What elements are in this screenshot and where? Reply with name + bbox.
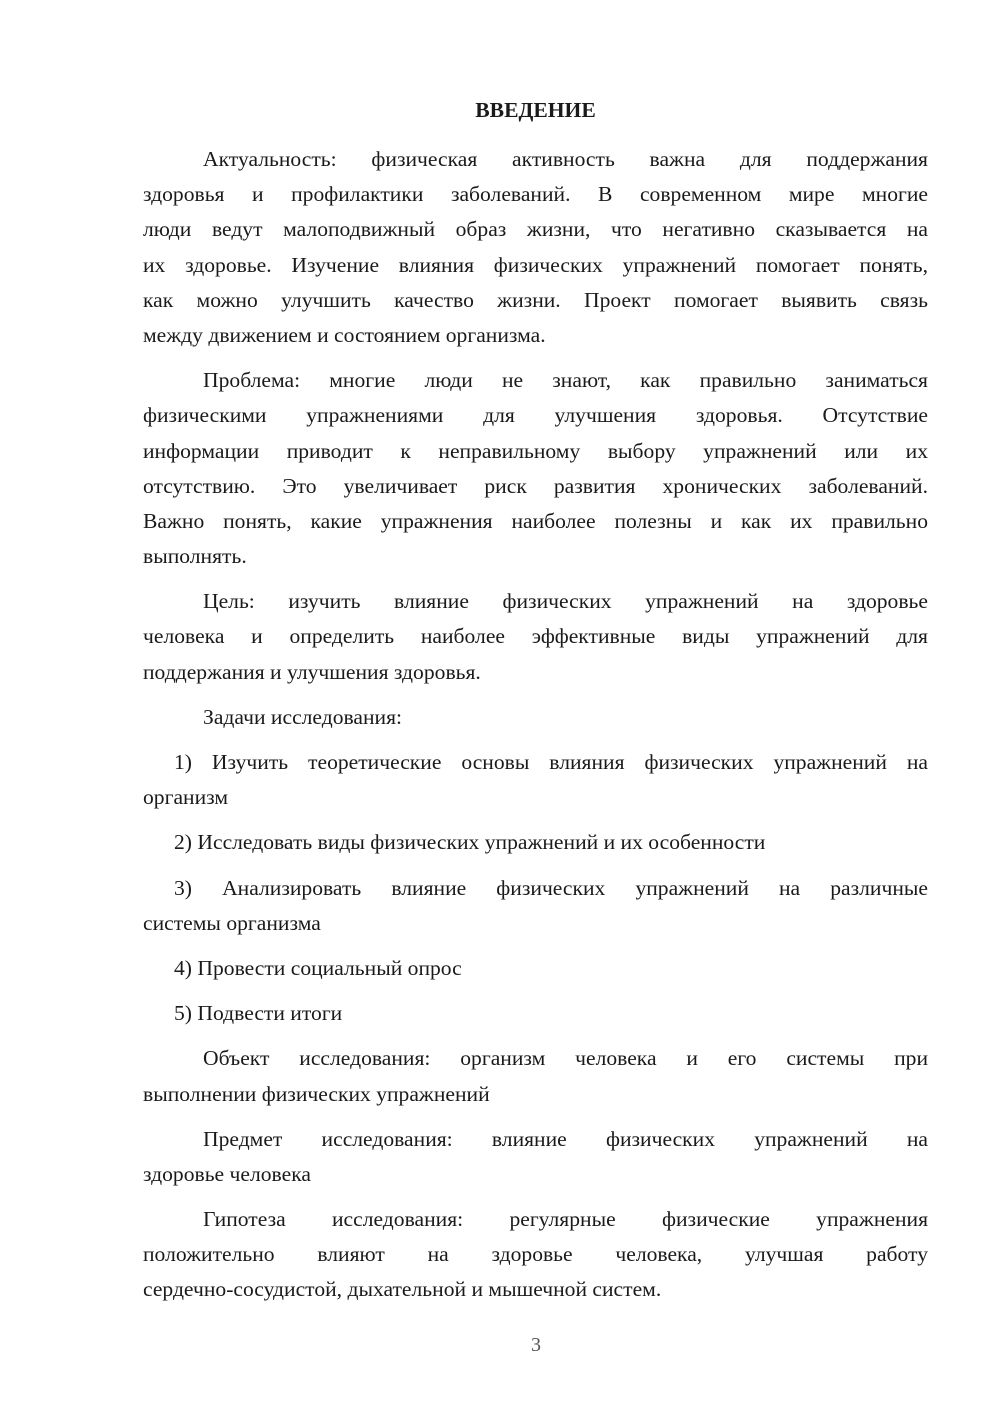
paragraphs [143,142,928,1308]
paragraph [143,142,928,353]
text-line: их здоровье. Изучение влияния физических упражнений помогает понять, [143,252,928,277]
text-line: положительно влияют на здоровье человека, улучшая работу [143,1242,928,1267]
text-line: отсутствию. Это увеличивает риск развития хронических заболеваний. [143,473,928,498]
text-line: поддержания и улучшения здоровья. [143,659,481,684]
text-line: 4) Провести социальный опрос [174,955,462,980]
paragraph [143,1122,928,1192]
text-line: информации приводит к неправильному выбору упражнений или их [143,438,928,463]
text-line: здоровья и профилактики заболеваний. В современном мире многие [143,182,928,207]
paragraph [143,363,928,574]
text-line: 2) Исследовать виды физических упражнений и их особенности [174,830,766,855]
text-line: между движением и состоянием организма. [143,322,546,347]
text-line: люди ведут малоподвижный образ жизни, что негативно сказывается на [143,217,928,242]
text-line: 1) Изучить теоретические основы влияния физических упражнений на [174,750,928,774]
text-line: Гипотеза исследования: регулярные физические упражнения [203,1207,928,1232]
task-list-item [143,745,928,815]
task-list-item [143,871,928,941]
text-line: выполнять. [143,544,247,569]
document-body [143,92,928,1318]
text-line: 3) Анализировать влияние физических упражнений на различные [174,875,928,900]
text-line: выполнении физических упражнений [143,1081,490,1106]
paragraph [143,700,928,735]
text-line: человека и определить наиболее эффективные виды упражнений для [143,624,928,649]
paragraph [143,1202,928,1308]
text-line: организм [143,785,229,810]
text-line: системы организма [143,910,321,935]
text-line: 5) Подвести итоги [174,1001,343,1026]
task-list-item [143,951,928,986]
text-line: Проблема: многие люди не знают, как правильно заниматься [203,368,928,393]
page-number: 3 [531,1334,541,1356]
text-line: сердечно-сосудистой, дыхательной и мышечной систем. [143,1277,662,1302]
text-line: Задачи исследования: [203,704,403,729]
paragraph [143,584,928,690]
task-list-item [143,825,928,860]
text-line: Актуальность: физическая активность важна для поддержания [203,147,928,171]
text-line: как можно улучшить качество жизни. Проект помогает выявить связь [143,287,928,312]
section-title: ВВЕДЕНИЕ [475,98,596,122]
paragraph [143,1041,928,1111]
text-line: Предмет исследования: влияние физических упражнений на [203,1126,928,1151]
task-list-item [143,996,928,1031]
text-line: здоровье человека [143,1161,311,1186]
text-line: физическими упражнениями для улучшения здоровья. Отсутствие [143,403,928,428]
text-line: Объект исследования: организм человека и его системы при [203,1046,928,1071]
text-line: Важно понять, какие упражнения наиболее полезны и как их правильно [143,508,928,533]
text-line: Цель: изучить влияние физических упражнений на здоровье [203,589,928,614]
